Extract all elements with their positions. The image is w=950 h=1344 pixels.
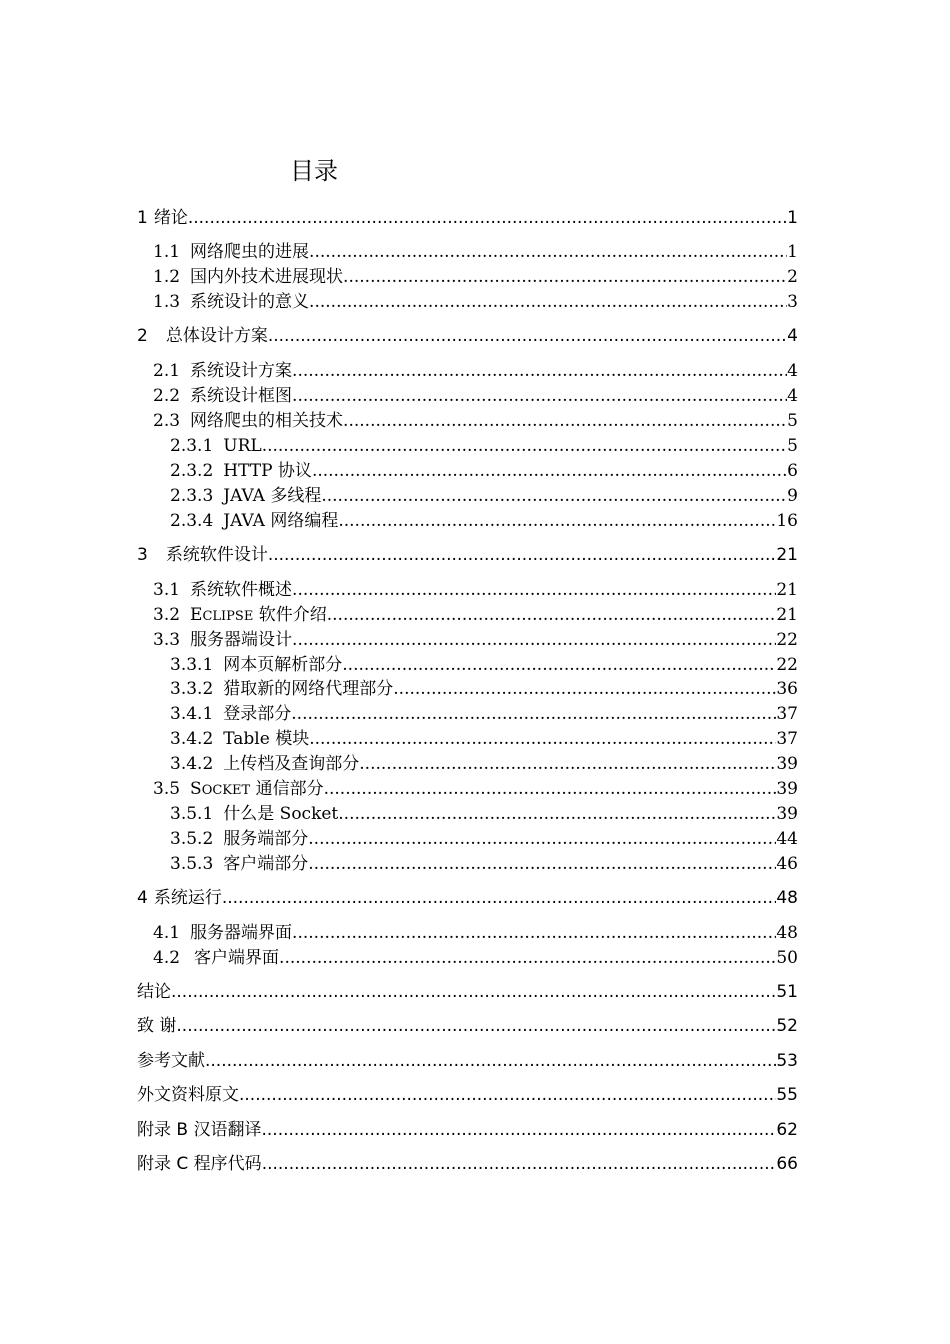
- toc-entry-number: 2.1: [153, 361, 181, 381]
- toc-entry-number: 1.2: [153, 267, 181, 287]
- toc-dot-leader: [309, 290, 787, 314]
- toc-entry[interactable]: [153, 603, 798, 627]
- toc-dot-leader: [338, 802, 776, 826]
- toc-entry[interactable]: [153, 265, 798, 289]
- toc-page-number: 55: [776, 1085, 798, 1105]
- toc-entry[interactable]: [153, 578, 798, 602]
- toc-dot-leader: [188, 206, 787, 230]
- toc-entry[interactable]: [137, 1083, 798, 1107]
- toc-entry[interactable]: [137, 543, 798, 567]
- toc-dot-leader: [321, 484, 787, 508]
- toc-entry-number: 3: [137, 545, 148, 565]
- toc-entry-number: 3.5.1: [170, 804, 214, 824]
- toc-entry[interactable]: [170, 702, 798, 726]
- toc-entry-title: 上传档及查询部分: [223, 754, 360, 774]
- toc-entry-title: 客户端界面: [194, 948, 280, 968]
- toc-entry-title: 系统设计方案: [190, 361, 293, 381]
- toc-entry[interactable]: [153, 359, 798, 383]
- toc-page-number: 4: [787, 361, 798, 381]
- toc-dot-leader: [171, 980, 776, 1004]
- toc-entry-title: 服务端部分: [223, 829, 309, 849]
- toc-entry[interactable]: [137, 886, 798, 910]
- toc-entry-title-smallcaps: OCKET: [201, 783, 251, 798]
- toc-entry-title: 网本页解析部分: [223, 655, 343, 675]
- toc-entry-number: 1.3: [153, 292, 181, 312]
- toc-dot-leader: [222, 886, 777, 910]
- toc-dot-leader: [262, 1152, 777, 1176]
- toc-entry-title: 网络爬虫的进展: [190, 242, 310, 262]
- toc-entry-title: 系统设计的意义: [190, 292, 310, 312]
- toc-entry-number: 4.1: [153, 923, 181, 943]
- toc-entry-number: 3.5.3: [170, 854, 214, 874]
- toc-entry-title: JAVA 多线程: [223, 486, 322, 506]
- toc-dot-leader: [268, 324, 787, 348]
- toc-dot-leader: [342, 653, 776, 677]
- toc-entry-title: 系统软件概述: [190, 580, 293, 600]
- toc-page-number: 66: [776, 1154, 798, 1174]
- toc-page-number: 39: [776, 779, 798, 799]
- toc-entry-title: Table 模块: [223, 729, 310, 749]
- toc-entry[interactable]: [137, 206, 798, 230]
- toc-entry[interactable]: [153, 777, 798, 801]
- toc-page-number: 50: [776, 948, 798, 968]
- toc-dot-leader: [309, 727, 776, 751]
- toc-entry-number: 3.4.2: [170, 729, 214, 749]
- toc-page-number: 39: [776, 754, 798, 774]
- toc-entry[interactable]: [170, 459, 798, 483]
- toc-page-number: 16: [776, 511, 798, 531]
- toc-page-number: 48: [776, 888, 798, 908]
- toc-page-number: 51: [776, 982, 798, 1002]
- toc-entry-number: 2.3.1: [170, 436, 214, 456]
- toc-dot-leader: [308, 852, 776, 876]
- toc-entry-title: 什么是 Socket: [223, 804, 339, 824]
- toc-page-number: 9: [787, 486, 798, 506]
- toc-dot-leader: [292, 578, 776, 602]
- toc-entry-title: 服务器端设计: [190, 630, 293, 650]
- toc-entry[interactable]: [137, 980, 798, 1004]
- toc-dot-leader: [308, 827, 776, 851]
- toc-entry[interactable]: [137, 1152, 798, 1176]
- toc-entry[interactable]: [170, 653, 798, 677]
- toc-dot-leader: [262, 434, 787, 458]
- toc-entry-title: 服务器端界面: [190, 923, 293, 943]
- toc-entry-number: 3.4.2: [170, 754, 214, 774]
- toc-entry[interactable]: [137, 1049, 798, 1073]
- toc-dot-leader: [291, 702, 776, 726]
- toc-page-number: 3: [787, 292, 798, 312]
- toc-dot-leader: [324, 777, 777, 801]
- toc-page-number: 4: [787, 386, 798, 406]
- toc-page-number: 48: [776, 923, 798, 943]
- toc-entry-number: 2.3.3: [170, 486, 214, 506]
- toc-page-number: 37: [776, 729, 798, 749]
- toc-entry-title-rest: 通信部分: [250, 779, 324, 799]
- toc-entry[interactable]: [137, 1118, 798, 1142]
- toc-page-number: 44: [776, 829, 798, 849]
- toc-entry-title-rest: 软件介绍: [253, 605, 327, 625]
- toc-entry-number: 3.1: [153, 580, 181, 600]
- toc-entry[interactable]: [170, 484, 798, 508]
- toc-entry-number: 4: [137, 888, 148, 908]
- toc-entry-title: 网络爬虫的相关技术: [190, 411, 344, 431]
- toc-entry[interactable]: [170, 727, 798, 751]
- toc-entry-number: 3.3.2: [170, 679, 214, 699]
- toc-dot-leader: [261, 1118, 776, 1142]
- toc-page-number: 37: [776, 704, 798, 724]
- toc-dot-leader: [292, 384, 787, 408]
- page-title: 目录: [290, 157, 338, 185]
- toc-entry-title: 附录 B 汉语翻译: [137, 1120, 262, 1140]
- toc-page-number: 21: [776, 580, 798, 600]
- toc-entry-number: 3.4.1: [170, 704, 214, 724]
- toc-entry-title: 致 谢: [137, 1016, 177, 1036]
- toc-dot-leader: [292, 628, 776, 652]
- toc-dot-leader: [343, 265, 787, 289]
- toc-dot-leader: [205, 1049, 776, 1073]
- toc-dot-leader: [279, 946, 776, 970]
- toc-entry-title: HTTP 协议: [223, 461, 312, 481]
- toc-entry-title: [190, 603, 327, 629]
- toc-dot-leader: [176, 1014, 776, 1038]
- toc-dot-leader: [393, 677, 776, 701]
- toc-page-number: 4: [787, 326, 798, 346]
- toc-page-number: 22: [776, 630, 798, 650]
- toc-page-number: 46: [776, 854, 798, 874]
- toc-entry-title: URL: [223, 436, 262, 456]
- toc-entry-title: 系统设计框图: [190, 386, 293, 406]
- toc-page-number: 36: [776, 679, 798, 699]
- toc-entry[interactable]: [170, 752, 798, 776]
- toc-entry[interactable]: [153, 946, 798, 970]
- toc-entry-number: 3.3.1: [170, 655, 214, 675]
- toc-entry-number: 1.1: [153, 242, 181, 262]
- toc-entry[interactable]: [170, 852, 798, 876]
- toc-entry-title: 外文资料原文: [137, 1085, 239, 1105]
- toc-page-number: 5: [787, 411, 798, 431]
- toc-dot-leader: [309, 240, 787, 264]
- toc-page-number: 21: [776, 545, 798, 565]
- toc-entry-number: 2: [137, 326, 148, 346]
- toc-dot-leader: [268, 543, 777, 567]
- toc-dot-leader: [292, 359, 787, 383]
- toc-entry[interactable]: [153, 628, 798, 652]
- toc-entry[interactable]: [153, 290, 798, 314]
- toc-page-number: 5: [787, 436, 798, 456]
- toc-entry[interactable]: [153, 409, 798, 433]
- toc-entry-number: 2.3.4: [170, 511, 214, 531]
- toc-entry-title: 登录部分: [223, 704, 292, 724]
- toc-entry-number: 3.5: [153, 779, 181, 799]
- toc-entry[interactable]: [153, 921, 798, 945]
- toc-entry-title: 客户端部分: [223, 854, 309, 874]
- toc-page-number: 39: [776, 804, 798, 824]
- toc-entry-number: 2.2: [153, 386, 181, 406]
- toc-entry[interactable]: [153, 384, 798, 408]
- toc-entry-title: 总体设计方案: [165, 326, 268, 346]
- toc-entry-number: 2.3: [153, 411, 181, 431]
- toc-entry-title: 系统运行: [153, 888, 222, 908]
- toc-entry-number: 3.5.2: [170, 829, 214, 849]
- toc-entry-title: 参考文献: [137, 1051, 205, 1071]
- toc-entry[interactable]: [137, 324, 798, 348]
- toc-entry-title: 系统软件设计: [165, 545, 268, 565]
- toc-page-number: 1: [787, 208, 798, 228]
- toc-entry[interactable]: [170, 677, 798, 701]
- toc-dot-leader: [343, 409, 787, 433]
- toc-page-number: 6: [787, 461, 798, 481]
- toc-dot-leader: [312, 459, 787, 483]
- toc-page-number: 52: [776, 1016, 798, 1036]
- toc-page-number: 1: [787, 242, 798, 262]
- toc-page-number: 22: [776, 655, 798, 675]
- toc-entry[interactable]: [170, 827, 798, 851]
- toc-entry-title: 附录 C 程序代码: [137, 1154, 262, 1174]
- toc-entry-title: 绪论: [153, 208, 188, 228]
- toc-entry-title-initial: E: [190, 605, 203, 625]
- toc-entry[interactable]: [170, 802, 798, 826]
- toc-entry-title: 国内外技术进展现状: [190, 267, 344, 287]
- toc-entry-title: JAVA 网络编程: [223, 511, 339, 531]
- toc-entry-number: 1: [137, 208, 148, 228]
- toc-dot-leader: [359, 752, 776, 776]
- toc-page-number: 21: [776, 605, 798, 625]
- toc-entry-title: 猎取新的网络代理部分: [223, 679, 394, 699]
- toc-entry-title-smallcaps: CLIPSE: [202, 609, 254, 624]
- toc-page-number: 2: [787, 267, 798, 287]
- toc-page-number: 62: [776, 1120, 798, 1140]
- toc-entry-number: 2.3.2: [170, 461, 214, 481]
- toc-entry[interactable]: [153, 240, 798, 264]
- toc-entry-title: 结论: [137, 982, 171, 1002]
- toc-entry-title: [190, 777, 324, 803]
- toc-page-number: 53: [776, 1051, 798, 1071]
- toc-entry[interactable]: [170, 434, 798, 458]
- toc-entry[interactable]: [170, 509, 798, 533]
- toc-dot-leader: [239, 1083, 776, 1107]
- toc-entry-title-initial: S: [190, 779, 202, 799]
- toc-dot-leader: [327, 603, 777, 627]
- toc-entry-number: 3.2: [153, 605, 181, 625]
- toc-entry[interactable]: [137, 1014, 798, 1038]
- toc-dot-leader: [292, 921, 776, 945]
- toc-dot-leader: [338, 509, 776, 533]
- toc-entry-number: 4.2: [153, 948, 181, 968]
- toc-entry-number: 3.3: [153, 630, 181, 650]
